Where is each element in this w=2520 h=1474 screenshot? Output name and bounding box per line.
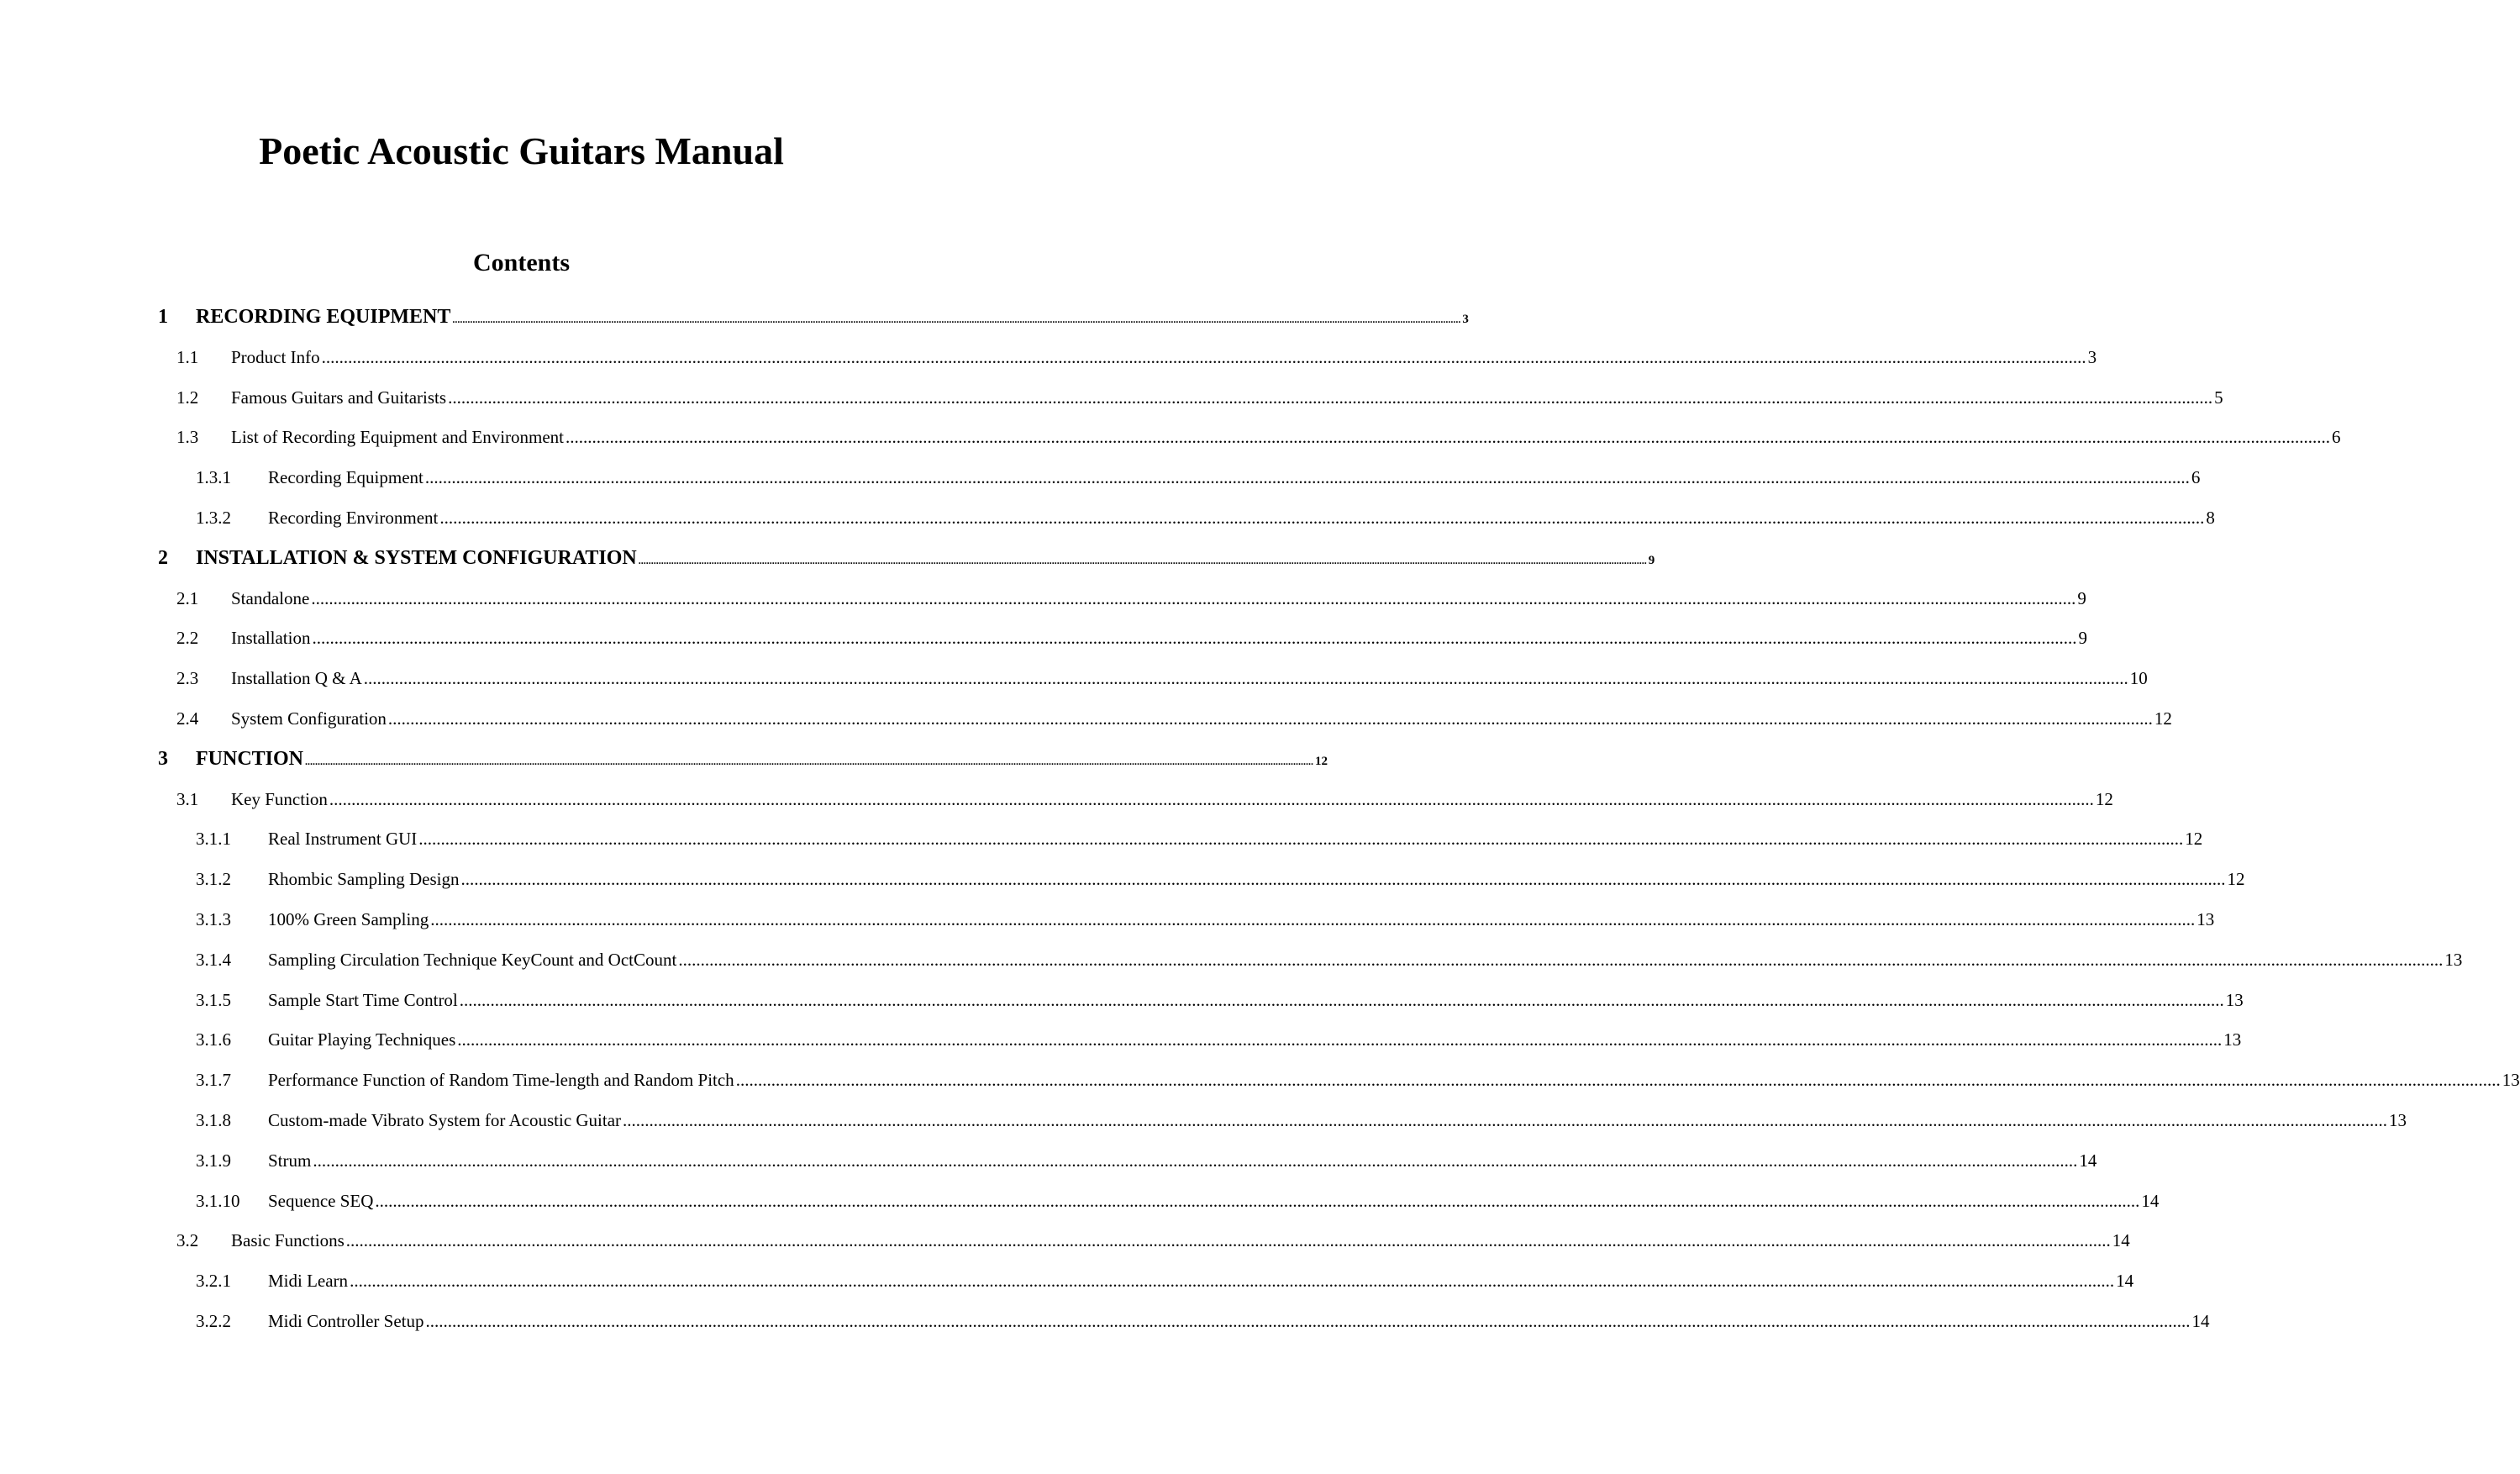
toc-entry[interactable] [158, 1101, 2407, 1141]
toc-entry-title: Installation [231, 628, 311, 649]
toc-entry-title: Real Instrument GUI [268, 829, 418, 850]
toc-entry-number: 1.3.2 [196, 507, 231, 528]
toc-entry-number: 2 [158, 546, 168, 569]
toc-entry[interactable] [158, 819, 2203, 860]
toc-entry-number: 1.3.1 [196, 467, 231, 488]
toc-entry-number: 2.3 [176, 668, 199, 689]
contents-heading: Contents [472, 249, 570, 276]
toc-entry-number: 3 [158, 747, 168, 770]
toc-entry-page: 3 [1462, 313, 1469, 326]
toc-entry-title: Performance Function of Random Time-length and Random Pitch [268, 1070, 734, 1091]
toc-entry-title: Sampling Circulation Technique KeyCount and OctCount [268, 949, 677, 970]
toc-entry-page: 13 [2389, 1109, 2407, 1130]
toc-entry[interactable] [158, 659, 2148, 699]
toc-entry-title: FUNCTION [196, 747, 304, 770]
table-of-contents [158, 297, 2520, 1342]
toc-dot-leader: ................................................................................................................................................................................................................................................................................................................................................................................................................ [566, 427, 2331, 448]
toc-entry-number: 1.3 [176, 427, 199, 448]
toc-entry-title: System Configuration [231, 708, 387, 729]
toc-entry-page: 12 [1315, 754, 1328, 768]
toc-entry-page: 14 [2079, 1150, 2097, 1171]
toc-dot-leader: ................................................................................................................................................................................................................................................................................................................................................................................................................ [312, 628, 2077, 649]
toc-entry-title: Custom-made Vibrato System for Acoustic Guitar [268, 1109, 622, 1130]
toc-entry-title: Key Function [231, 788, 328, 809]
toc-dot-leader: ................................................................................................................................................................................................................................................................................................................................................................................................................ [448, 387, 2213, 408]
toc-entry-title: Famous Guitars and Guitarists [231, 387, 447, 408]
toc-entry[interactable] [158, 458, 2201, 498]
toc-entry-page: 14 [2141, 1190, 2160, 1211]
toc-entry-title: 100% Green Sampling [268, 908, 429, 929]
toc-entry-page: 9 [2077, 587, 2086, 608]
toc-entry-page: 13 [2225, 989, 2244, 1010]
toc-entry-number: 2.4 [176, 708, 199, 729]
toc-entry[interactable] [158, 1261, 2134, 1302]
toc-dot-leader: ................................................................................................................................................................................................................................................................................................................................................................................................................ [460, 869, 2226, 890]
toc-entry-number: 3.2.1 [196, 1271, 231, 1292]
toc-entry-page: 6 [2332, 427, 2341, 448]
toc-dot-leader: ................................................................................................................................................................................................................................................................................................................................................................................................................ [313, 1150, 2078, 1171]
toc-entry[interactable] [158, 297, 1469, 338]
toc-dot-leader: ................................................................................................................................................................................................................................................................................................................................................................................................................ [735, 1070, 2501, 1091]
toc-entry-page: 10 [2129, 668, 2148, 689]
toc-entry-title: Basic Functions [231, 1230, 345, 1251]
toc-dot-leader: ................................................................................................................................................................................................................................................................................................................................................................................................................ [425, 1310, 2191, 1331]
toc-entry-page: 14 [2116, 1271, 2134, 1292]
document-title: Poetic Acoustic Guitars Manual [259, 129, 784, 172]
toc-entry-title: Standalone [231, 587, 310, 608]
toc-entry[interactable] [158, 338, 2097, 378]
toc-dot-leader: ................................................................................................................................................................................................................................................................................................................................................................................................................ [459, 989, 2224, 1010]
toc-dot-leader: ................................................................................................................................................................................................................................................................................................................................................................................................................ [387, 708, 2153, 729]
toc-dot-leader: ................................................................................................................................................................................................................................................................................................................................................................................................................ [375, 1190, 2140, 1211]
toc-entry-number: 2.2 [176, 628, 199, 649]
toc-dot-leader: ................................................................................................................................................................................................................................................................................................................................................................................................................ [457, 1029, 2223, 1050]
toc-entry-title: Sequence SEQ [268, 1190, 374, 1211]
toc-entry[interactable] [158, 1020, 2242, 1061]
toc-entry-page: 9 [1648, 553, 1655, 567]
toc-entry-title: List of Recording Equipment and Environment [231, 427, 565, 448]
toc-entry[interactable] [158, 1221, 2130, 1261]
toc-entry-number: 3.1.9 [196, 1150, 231, 1171]
toc-entry-number: 1 [158, 306, 168, 328]
toc-dot-leader: ................................................................................................................................................................................................................................................................................................................................................................................................................ [638, 554, 1647, 566]
toc-entry-number: 3.2 [176, 1230, 199, 1251]
toc-entry[interactable] [158, 1141, 2097, 1182]
toc-entry-number: 3.1.4 [196, 949, 231, 970]
toc-dot-leader: ................................................................................................................................................................................................................................................................................................................................................................................................................ [452, 313, 1461, 325]
toc-entry-title: Sample Start Time Control [268, 989, 458, 1010]
toc-entry-number: 1.2 [176, 387, 199, 408]
toc-entry[interactable] [158, 699, 2172, 740]
toc-entry-page: 6 [2191, 467, 2201, 488]
toc-dot-leader: ................................................................................................................................................................................................................................................................................................................................................................................................................ [329, 788, 2094, 809]
toc-entry[interactable] [158, 498, 2215, 539]
toc-entry-title: Midi Learn [268, 1271, 349, 1292]
toc-entry-page: 5 [2214, 387, 2223, 408]
toc-dot-leader: ................................................................................................................................................................................................................................................................................................................................................................................................................ [678, 949, 2444, 970]
toc-entry-page: 14 [2191, 1310, 2210, 1331]
toc-entry-page: 14 [2112, 1230, 2130, 1251]
toc-entry-page: 12 [2227, 869, 2245, 890]
toc-entry-page: 13 [2444, 949, 2463, 970]
toc-entry-page: 3 [2087, 346, 2097, 367]
toc-entry-page: 8 [2206, 507, 2215, 528]
toc-entry-page: 12 [2185, 829, 2203, 850]
toc-entry-title: INSTALLATION & SYSTEM CONFIGURATION [196, 546, 637, 569]
toc-entry-title: Installation Q & A [231, 668, 362, 689]
toc-entry-title: Rhombic Sampling Design [268, 869, 460, 890]
toc-entry[interactable] [158, 1061, 2520, 1101]
toc-entry[interactable] [158, 1182, 2160, 1222]
toc-entry[interactable] [158, 418, 2341, 458]
toc-entry-title: Strum [268, 1150, 312, 1171]
toc-entry[interactable] [158, 981, 2244, 1021]
toc-entry-number: 3.1.5 [196, 989, 231, 1010]
toc-entry-title: Product Info [231, 346, 320, 367]
toc-entry[interactable] [158, 900, 2215, 940]
toc-entry-title: Midi Controller Setup [268, 1310, 424, 1331]
toc-entry-number: 3.1.10 [196, 1190, 240, 1211]
toc-entry-number: 3.1.2 [196, 869, 231, 890]
toc-entry[interactable] [158, 579, 2086, 619]
toc-entry[interactable] [158, 378, 2223, 419]
toc-entry[interactable] [158, 940, 2463, 981]
toc-dot-leader: ................................................................................................................................................................................................................................................................................................................................................................................................................ [418, 829, 2184, 850]
toc-dot-leader: ................................................................................................................................................................................................................................................................................................................................................................................................................ [311, 587, 2076, 608]
toc-entry-title: Recording Equipment [268, 467, 424, 488]
toc-dot-leader: ................................................................................................................................................................................................................................................................................................................................................................................................................ [363, 668, 2128, 689]
toc-entry-page: 13 [2196, 908, 2215, 929]
toc-entry-number: 3.1.3 [196, 908, 231, 929]
toc-dot-leader: ................................................................................................................................................................................................................................................................................................................................................................................................................ [345, 1230, 2111, 1251]
toc-entry-page: 13 [2223, 1029, 2242, 1050]
toc-dot-leader: ................................................................................................................................................................................................................................................................................................................................................................................................................ [430, 908, 2196, 929]
toc-entry-page: 12 [2154, 708, 2172, 729]
toc-dot-leader: ................................................................................................................................................................................................................................................................................................................................................................................................................ [350, 1271, 2115, 1292]
toc-entry[interactable] [158, 539, 1655, 579]
toc-entry[interactable] [158, 780, 2113, 820]
toc-entry-page: 13 [2502, 1070, 2520, 1091]
toc-dot-leader: ................................................................................................................................................................................................................................................................................................................................................................................................................ [321, 346, 2086, 367]
toc-entry-number: 3.2.2 [196, 1310, 231, 1331]
toc-entry[interactable] [158, 860, 2245, 900]
toc-dot-leader: ................................................................................................................................................................................................................................................................................................................................................................................................................ [305, 755, 1314, 767]
toc-entry-number: 2.1 [176, 587, 199, 608]
toc-entry-title: RECORDING EQUIPMENT [196, 306, 451, 328]
toc-entry-page: 9 [2078, 628, 2087, 649]
toc-entry[interactable] [158, 1302, 2210, 1342]
toc-entry-number: 1.1 [176, 346, 199, 367]
toc-dot-leader: ................................................................................................................................................................................................................................................................................................................................................................................................................ [623, 1109, 2388, 1130]
toc-entry[interactable] [158, 740, 1328, 780]
toc-dot-leader: ................................................................................................................................................................................................................................................................................................................................................................................................................ [424, 467, 2190, 488]
toc-entry-number: 3.1.1 [196, 829, 231, 850]
toc-dot-leader: ................................................................................................................................................................................................................................................................................................................................................................................................................ [439, 507, 2205, 528]
toc-entry-page: 12 [2095, 788, 2113, 809]
toc-entry-number: 3.1.7 [196, 1070, 231, 1091]
toc-entry-number: 3.1 [176, 788, 199, 809]
toc-entry[interactable] [158, 619, 2087, 659]
toc-entry-title: Recording Environment [268, 507, 439, 528]
toc-entry-number: 3.1.6 [196, 1029, 231, 1050]
toc-entry-number: 3.1.8 [196, 1109, 231, 1130]
toc-entry-title: Guitar Playing Techniques [268, 1029, 456, 1050]
